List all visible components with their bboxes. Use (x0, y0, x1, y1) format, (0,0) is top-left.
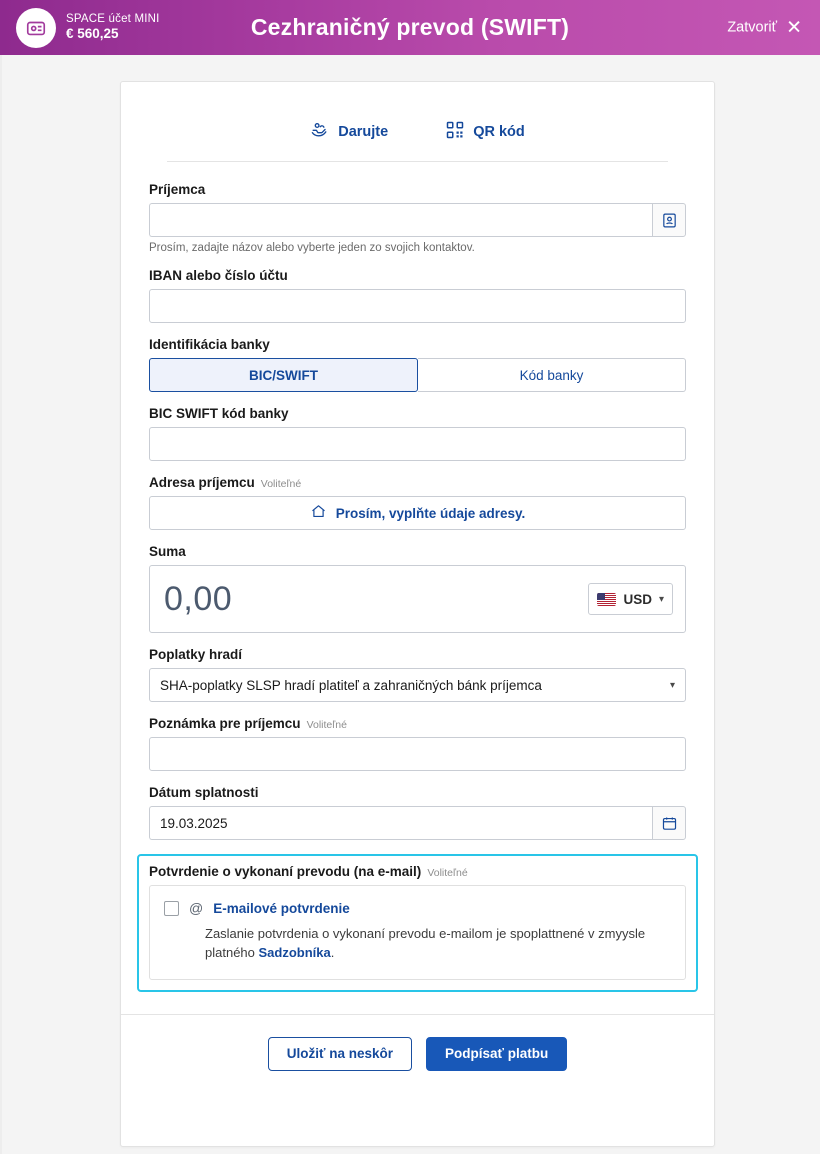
confirmation-section (137, 854, 698, 992)
account-summary[interactable] (0, 8, 160, 48)
segment-bank-code[interactable]: Kód banky (418, 358, 686, 392)
bank-identification-toggle (149, 358, 686, 392)
address-button-label: Prosím, vyplňte údaje adresy. (335, 505, 526, 521)
close-button[interactable] (727, 18, 802, 37)
home-icon (310, 503, 327, 523)
bank-identification-label: Identifikácia banky (149, 337, 270, 352)
confirmation-box (149, 885, 686, 980)
fees-selected-value: SHA-poplatky SLSP hradí platiteľ a zahraničných bánk príjemca (160, 677, 542, 693)
form-footer (121, 1014, 714, 1095)
confirmation-label-text: Potvrdenie o vykonaní prevodu (na e-mail) (149, 864, 422, 879)
address-optional: Voliteľné (260, 478, 302, 490)
contacts-icon[interactable] (652, 203, 686, 237)
email-confirmation-description (205, 925, 671, 963)
chevron-down-icon: ▾ (669, 679, 675, 691)
chevron-down-icon: ▾ (658, 593, 664, 605)
recipient-hint: Prosím, zadajte názov alebo vyberte jeden zo svojich kontaktov. (149, 242, 475, 254)
recipient-label: Príjemca (149, 182, 206, 197)
close-label: Zatvoriť (727, 19, 778, 36)
recipient-field (149, 182, 686, 254)
due-date-field (149, 785, 686, 840)
save-later-button[interactable]: Uložiť na neskôr (268, 1037, 412, 1071)
amount-input[interactable]: 0,00 (164, 579, 233, 618)
bic-field (149, 406, 686, 461)
account-name: SPACE účet MINI (66, 13, 160, 26)
transfer-form-card (120, 81, 715, 1147)
close-icon: ✕ (786, 17, 802, 38)
confirmation-optional: Voliteľné (427, 867, 468, 879)
qr-code-action[interactable] (446, 121, 525, 143)
at-icon: @ (189, 900, 204, 916)
note-optional: Voliteľné (306, 719, 347, 731)
bic-input[interactable] (149, 427, 686, 461)
us-flag-icon (597, 593, 616, 606)
qr-code-label: QR kód (473, 123, 525, 140)
currency-code: USD (623, 591, 652, 607)
iban-input[interactable] (149, 289, 686, 323)
wallet-icon (16, 8, 56, 48)
calendar-icon[interactable] (652, 806, 686, 840)
tariff-link[interactable]: Sadzobníka (258, 944, 331, 960)
amount-box (149, 565, 686, 633)
note-label (149, 716, 686, 731)
amount-field (149, 544, 686, 633)
currency-select[interactable] (588, 583, 673, 615)
donate-label: Darujte (338, 123, 389, 140)
confirmation-label (149, 864, 686, 879)
bank-identification-field (149, 337, 686, 392)
note-label-text: Poznámka pre príjemcu (149, 716, 301, 731)
quick-actions (149, 110, 686, 161)
email-confirmation-checkbox[interactable] (164, 901, 179, 916)
email-confirmation-label: E-mailové potvrdenie (213, 900, 350, 916)
address-label (149, 475, 686, 490)
amount-label: Suma (149, 544, 186, 559)
fees-select[interactable] (149, 668, 686, 702)
left-rail (0, 55, 2, 1154)
description-before: Zaslanie potvrdenia o vykonaní prevodu e-mailom je spoplattnené v zmyysle platného (205, 926, 646, 960)
recipient-input[interactable] (149, 203, 652, 237)
page-title: Cezhraničný prevod (SWIFT) (250, 14, 570, 40)
qr-code-icon (446, 121, 464, 143)
donate-action[interactable] (310, 120, 388, 143)
address-button[interactable] (149, 496, 686, 530)
address-label-text: Adresa príjemcu (149, 475, 255, 490)
sign-payment-button[interactable]: Podpísať platbu (426, 1037, 567, 1071)
note-field (149, 716, 686, 771)
address-field (149, 475, 686, 530)
note-input[interactable] (149, 737, 686, 771)
fees-field (149, 647, 686, 702)
description-after: . (330, 944, 335, 960)
app-header (0, 0, 820, 55)
section-divider (167, 161, 668, 162)
fees-label: Poplatky hradí (149, 647, 243, 662)
account-balance: € 560,25 (66, 26, 119, 42)
bic-label: BIC SWIFT kód banky (149, 406, 289, 421)
iban-field (149, 268, 686, 323)
segment-bic-swift[interactable]: BIC/SWIFT (149, 358, 418, 392)
due-date-input[interactable]: 19.03.2025 (149, 806, 652, 840)
iban-label: IBAN alebo číslo účtu (149, 268, 288, 283)
donate-icon (310, 120, 329, 143)
email-confirmation-row[interactable] (164, 900, 671, 916)
due-date-label: Dátum splatnosti (149, 785, 259, 800)
